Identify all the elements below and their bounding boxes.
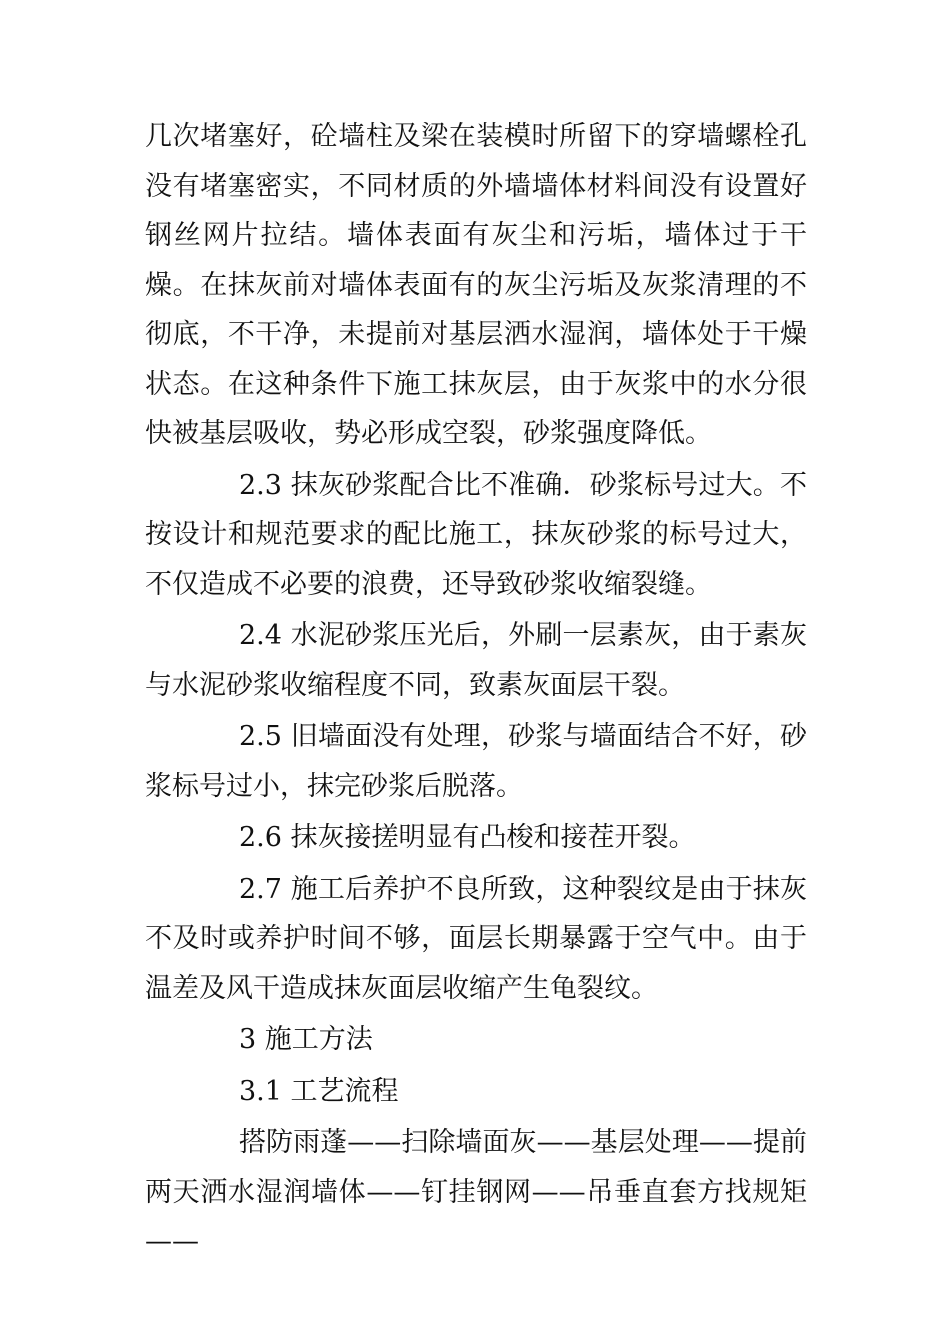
paragraph-2-5: 2.5 旧墙面没有处理，砂浆与墙面结合不好，砂浆标号过小，抹完砂浆后脱落。 <box>145 721 807 802</box>
paragraph-2-7: 2.7 施工后养护不良所致，这种裂纹是由于抹灰不及时或养护时间不够，面层长期暴露于空气中。由于温差及风干造成抹灰面层收缩产生龟裂纹。 <box>145 873 807 1004</box>
paragraph-process-flow: 搭防雨蓬——扫除墙面灰——基层处理——提前两天洒水湿润墙体——钉挂钢网——吊垂直套方找规矩—— <box>145 1127 807 1257</box>
section-heading-3-1: 3.1 工艺流程 <box>239 1075 399 1107</box>
document-body <box>145 112 807 1269</box>
section-heading-3: 3 施工方法 <box>239 1024 373 1055</box>
paragraph-2-4: 2.4 水泥砂浆压光后，外刷一层素灰，由于素灰与水泥砂浆收缩程度不同，致素灰面层干裂。 <box>145 620 807 701</box>
paragraph-2-3: 2.3 抹灰砂浆配合比不准确．砂浆标号过大。不按设计和规范要求的配比施工，抹灰砂浆的标号过大，不仅造成不必要的浪费，还导致砂浆收缩裂缝。 <box>145 469 807 600</box>
paragraph-2-6: 2.6 抹灰接搓明显有凸梭和接茬开裂。 <box>239 822 696 853</box>
paragraph-causes-continued: 几次堵塞好，砼墙柱及梁在装模时所留下的穿墙螺栓孔没有堵塞密实，不同材质的外墙墙体材料间没有设置好钢丝网片拉结。墙体表面有灰尘和污垢，墙体过于干燥。在抹灰前对墙体表面有的灰尘污垢及灰浆清理的不彻底，不干净，未提前对基层洒水湿润，墙体处于干燥状态。在这种条件下施工抹灰层，由于灰浆中的水分很快被基层吸收，势必形成空裂，砂浆强度降低。 <box>145 121 807 449</box>
